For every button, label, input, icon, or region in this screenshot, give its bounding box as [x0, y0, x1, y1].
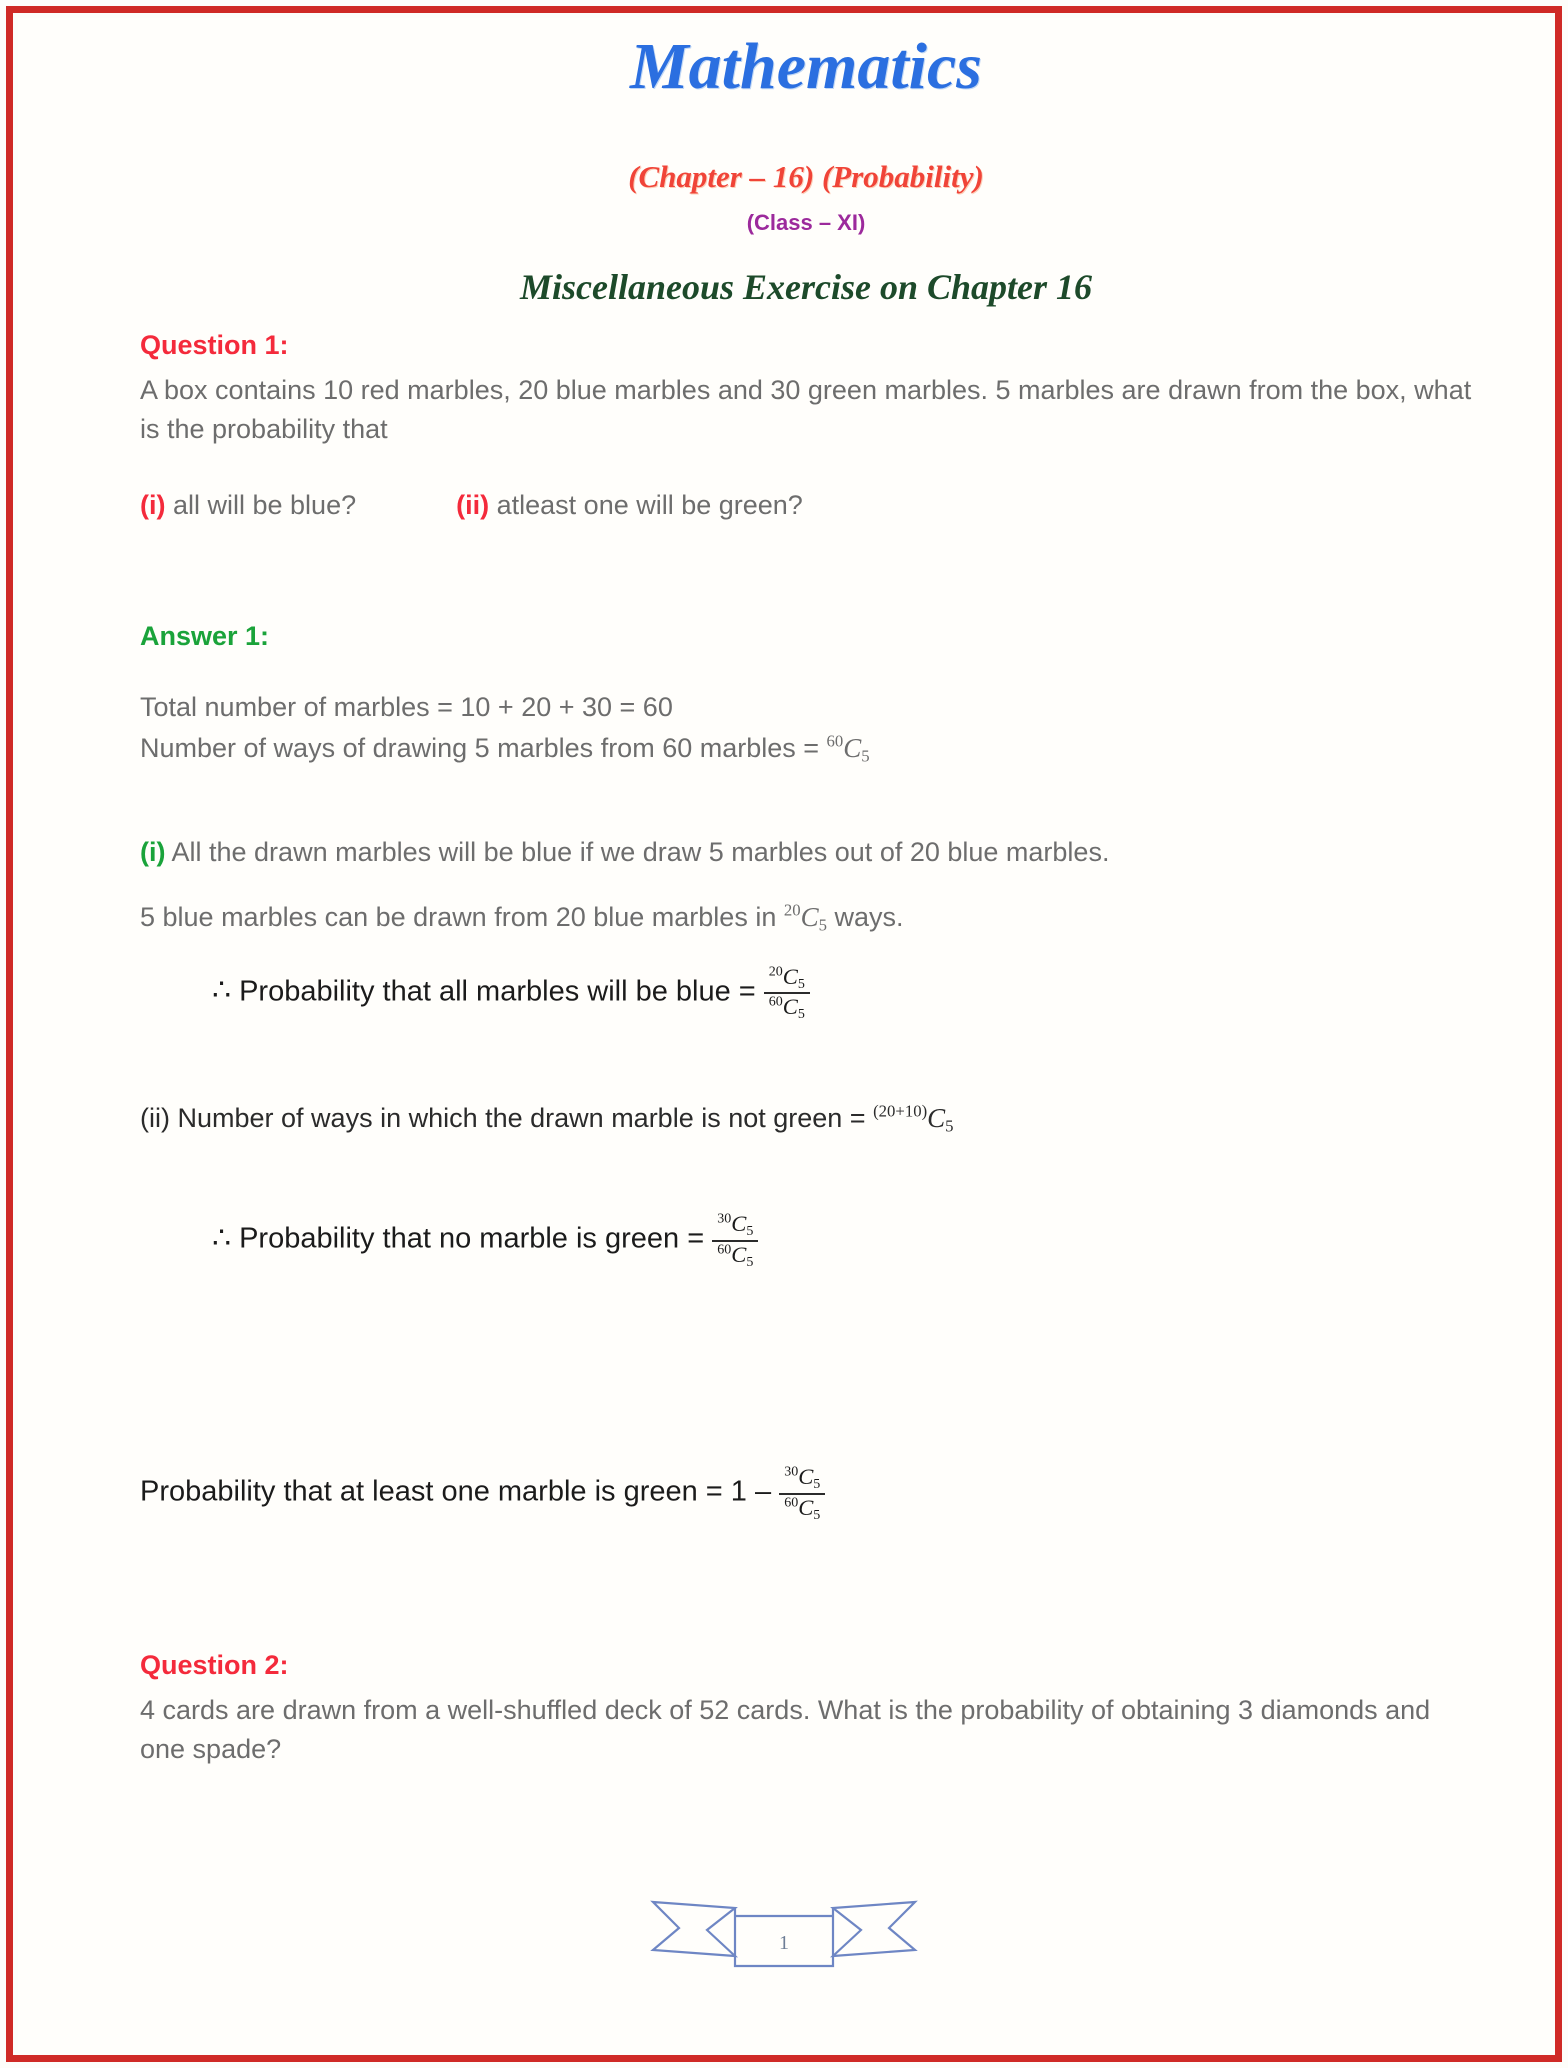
num-sup: 20	[768, 964, 783, 980]
fraction-numerator	[712, 1211, 758, 1240]
part-i-body: All the drawn marbles will be blue if we draw 5 marbles out of 20 blue marbles.	[171, 836, 1110, 867]
part-ii-label: (ii)	[140, 1103, 170, 1134]
exercise-heading: Miscellaneous Exercise on Chapter 16	[519, 267, 1093, 308]
den-base: C	[798, 1494, 814, 1520]
page-title: Mathematics	[629, 30, 982, 103]
ribbon-icon	[649, 1888, 919, 1972]
answer-1-total-line: Total number of marbles = 10 + 20 + 30 = 60	[140, 691, 673, 722]
answer-1-part-i-text	[140, 833, 1472, 872]
comb-sub: 5	[861, 746, 870, 766]
answer-1-ways-line	[140, 729, 1472, 769]
option-ii-label: (ii)	[456, 489, 490, 520]
spacer-after-question-1	[140, 525, 1472, 621]
part-i-label: (i)	[140, 836, 166, 867]
option-i-label: (i)	[140, 489, 166, 520]
comb-base: C	[800, 901, 819, 932]
combination-20-5	[783, 900, 827, 935]
comb-sup: 60	[826, 731, 844, 751]
num-sup: 30	[717, 1211, 732, 1227]
den-sub: 5	[797, 1007, 805, 1023]
den-base: C	[731, 1241, 747, 1267]
question-1-options	[140, 486, 1472, 525]
question-2-text: 4 cards are drawn from a well-shuffled deck of 52 cards. What is the probability of obtaining 3 diamonds and one spade?	[140, 1694, 1431, 1764]
fraction-denominator	[764, 992, 810, 1023]
comb-sup: 20	[783, 900, 801, 920]
fraction-numerator	[779, 1464, 825, 1493]
spacer-before-question-2	[140, 1524, 1472, 1620]
answer-1-heading: Answer 1:	[140, 620, 270, 651]
fraction-denominator	[712, 1240, 758, 1271]
page-number: 1	[779, 1932, 789, 1954]
den-sub: 5	[746, 1254, 754, 1270]
fraction-denominator	[779, 1493, 825, 1524]
answer-1-final-line	[140, 1464, 1472, 1523]
part-ii-result-prefix: Probability that no marble is green =	[239, 1222, 713, 1255]
option-i-text: all will be blue?	[173, 489, 357, 520]
num-sub: 5	[813, 1477, 821, 1493]
chapter-subtitle: (Chapter – 16) (Probability)	[628, 159, 984, 195]
question-1-option-ii	[456, 486, 803, 525]
part-i-ways-suffix: ways.	[826, 901, 904, 932]
spacer-before-part-ii	[140, 1023, 1472, 1077]
den-base: C	[782, 994, 798, 1020]
comb-base: C	[843, 732, 862, 763]
comb-sub: 5	[818, 915, 827, 935]
answer-1-part-ii-text	[140, 1099, 1472, 1139]
num-sup: 30	[784, 1464, 799, 1480]
question-1-text: A box contains 10 red marbles, 20 blue marbles and 30 green marbles. 5 marbles are drawn from the box, what is the probability that	[140, 375, 1472, 445]
answer-1-part-i-result	[212, 964, 1472, 1023]
spacer-before-part-i	[140, 769, 1472, 823]
num-base: C	[731, 1211, 747, 1237]
question-1-heading: Question 1:	[140, 330, 289, 361]
final-line-prefix: Probability that at least one marble is green = 1 –	[140, 1475, 780, 1508]
num-base: C	[782, 963, 798, 989]
den-sup: 60	[768, 994, 783, 1010]
combination-20plus10-5	[873, 1101, 954, 1136]
comb-sub: 5	[945, 1116, 954, 1136]
num-sub: 5	[797, 976, 805, 992]
ways-line-prefix: Number of ways of drawing 5 marbles from 60 marbles =	[140, 732, 827, 763]
ribbon-banner	[649, 1888, 919, 1972]
part-i-ways-prefix: 5 blue marbles can be drawn from 20 blue marbles in	[140, 901, 784, 932]
option-ii-text: atleast one will be green?	[496, 489, 803, 520]
part-i-result-prefix: Probability that all marbles will be blue =	[239, 975, 764, 1008]
fraction-numerator	[764, 964, 810, 993]
fraction-30c5-over-60c5	[712, 1211, 758, 1270]
question-2-heading: Question 2:	[140, 1649, 289, 1680]
combination-60-5	[826, 731, 870, 766]
den-sup: 60	[784, 1495, 799, 1511]
num-base: C	[798, 1464, 814, 1490]
spacer-before-final-line	[140, 1270, 1472, 1420]
num-sub: 5	[746, 1223, 754, 1239]
den-sub: 5	[813, 1507, 821, 1523]
fraction-final-30c5-over-60c5	[779, 1464, 825, 1523]
answer-1-part-ii-result	[212, 1211, 1472, 1270]
question-1-option-i	[140, 490, 356, 520]
fraction-20c5-over-60c5	[764, 964, 810, 1023]
therefore-icon: ∴	[212, 974, 232, 1008]
therefore-icon: ∴	[212, 1221, 232, 1255]
comb-sup: (20+10)	[873, 1101, 928, 1121]
part-ii-body: Number of ways in which the drawn marble is not green =	[177, 1103, 874, 1134]
comb-base: C	[927, 1103, 946, 1134]
den-sup: 60	[717, 1241, 732, 1257]
page-footer	[0, 1888, 1568, 1972]
answer-1-part-i-ways	[140, 898, 1472, 938]
class-subtitle: (Class – XI)	[746, 210, 866, 236]
